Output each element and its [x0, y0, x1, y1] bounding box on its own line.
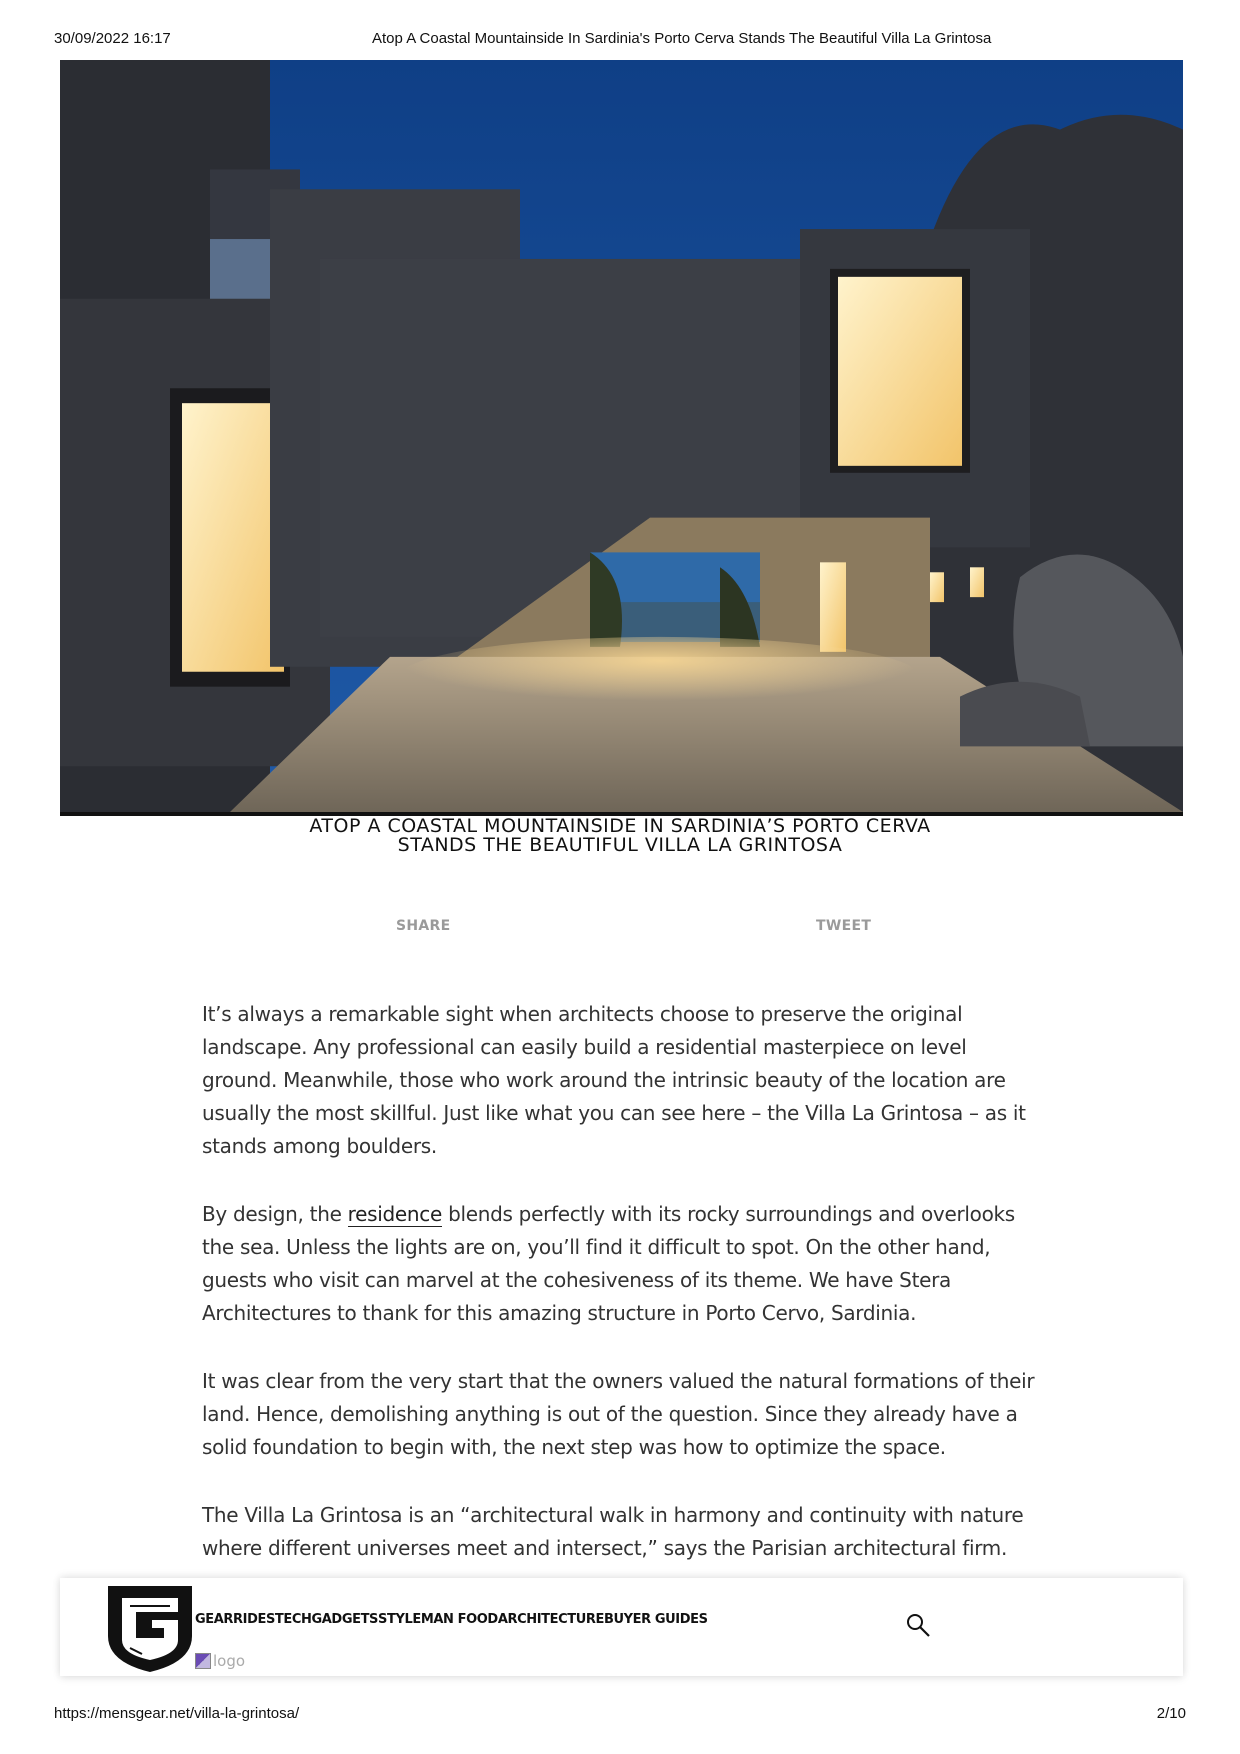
article-paragraph-3: It was clear from the very start that the owners valued the natural formations of their land. Hence, demolishing anything is out of the question. Since they already have a solid foundation to begin with, the next step was how to optimize the space. — [202, 1369, 1035, 1459]
paragraph-text: blends perfectly with its rocky surroundings and overlooks the sea. Unless the lights are on, you’ll find it difficult to spot. On the other hand, guests who visit can marvel at the cohesiveness of its theme. We have Stera Architectures to thank for this amazing structure in Porto Cervo, Sardinia. — [202, 1202, 1015, 1325]
search-icon[interactable] — [905, 1612, 931, 1638]
caption-line-2: STANDS THE BEAUTIFUL VILLA LA GRINTOSA — [397, 834, 843, 856]
broken-image-icon — [195, 1653, 211, 1669]
article-paragraph-2 — [202, 1198, 1042, 1330]
nav-item-architecture[interactable]: ARCHITECTURE — [497, 1612, 604, 1627]
share-button[interactable]: SHARE — [396, 918, 451, 934]
tweet-button[interactable]: TWEET — [816, 918, 872, 934]
sticky-nav-bar — [60, 1578, 1183, 1676]
print-title: Atop A Coastal Mountainside In Sardinia's Porto Cerva Stands The Beautiful Villa La Grintosa — [372, 30, 992, 47]
article-body — [202, 998, 1042, 1600]
article-paragraph-4: The Villa La Grintosa is an “architectural walk in harmony and continuity with nature where different universes meet and intersect,” says the Parisian architectural firm. — [202, 1503, 1024, 1560]
logo-alt-text: logo — [213, 1652, 246, 1670]
nav-item-buyer-guides[interactable]: BUYER GUIDES — [603, 1612, 708, 1627]
residence-link[interactable]: residence — [347, 1202, 443, 1226]
main-nav — [195, 1612, 708, 1627]
broken-logo-image — [195, 1652, 245, 1670]
print-url: https://mensgear.net/villa-la-grintosa/ — [54, 1705, 300, 1722]
hero-image — [60, 60, 1183, 816]
nav-item-rides[interactable]: RIDES — [233, 1612, 275, 1627]
mensgear-logo[interactable] — [102, 1578, 198, 1674]
print-header — [54, 30, 1186, 50]
paragraph-text: By design, the — [202, 1202, 348, 1226]
nav-item-tech[interactable]: TECH — [274, 1612, 312, 1627]
article-paragraph-1: It’s always a remarkable sight when architects choose to preserve the original landscape. Any professional can easily build a residential masterpiece on level ground. Meanwhile, those who work around the intrinsic beauty of the location are usually the most skillful. Just like what you can see here – the Villa La Grintosa – as it stands among boulders. — [202, 1002, 1026, 1158]
print-date: 30/09/2022 16:17 — [54, 30, 171, 47]
print-footer — [54, 1705, 1186, 1725]
nav-item-style[interactable]: STYLE — [378, 1612, 421, 1627]
nav-item-man-food[interactable]: MAN FOOD — [420, 1612, 498, 1627]
caption-line-1: ATOP A COASTAL MOUNTAINSIDE IN SARDINIA’S PORTO CERVA — [309, 815, 931, 837]
nav-item-gear[interactable]: GEAR — [195, 1612, 234, 1627]
print-page-number: 2/10 — [1156, 1705, 1186, 1722]
hero-caption — [180, 817, 1060, 855]
nav-item-gadgets[interactable]: GADGETS — [311, 1612, 379, 1627]
villa-photo — [60, 60, 1183, 812]
